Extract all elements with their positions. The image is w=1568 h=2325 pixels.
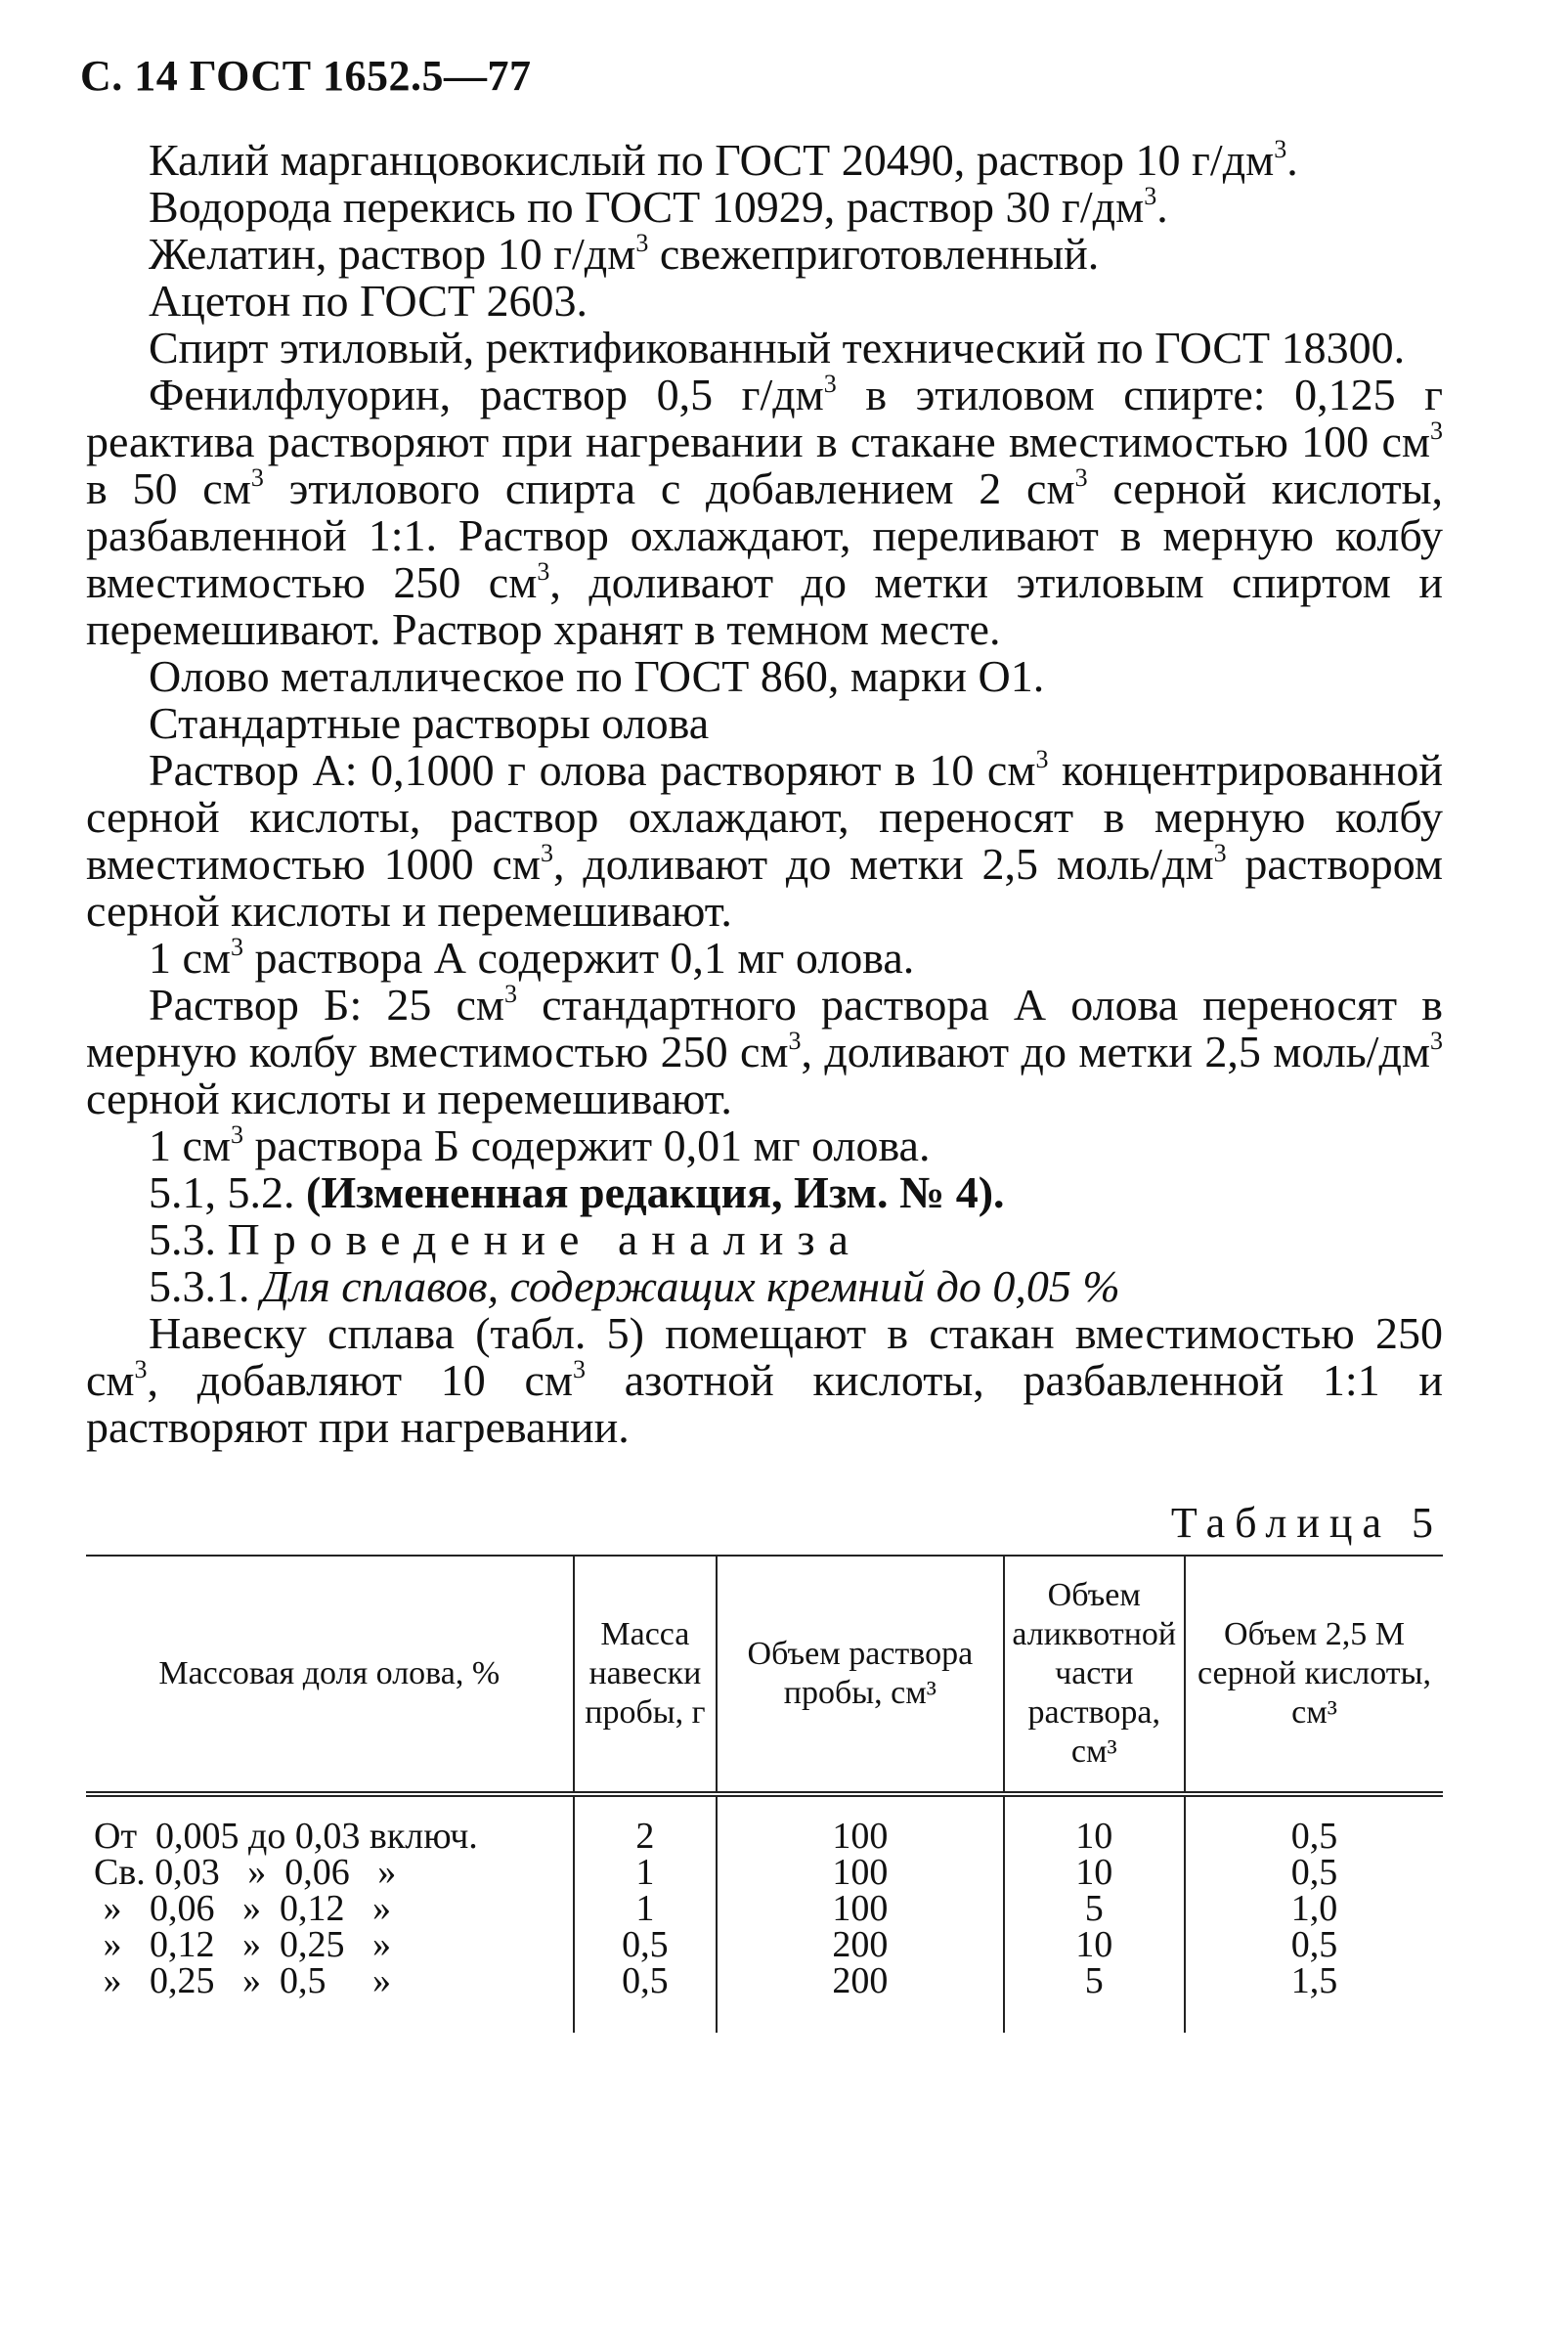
paragraph-solution-a-content: 1 $см^3$ раствора А содержит 0,1 мг олова. (149, 933, 915, 983)
paragraph-solution-a: Раствор А: 0,1000 г олова растворяют в 10 $см^3$ концентрированной серной кислоты, раствор охлаждают, переносят в мерную колбу вместимостью 1000 $см^3$, доливают до метки 2,5 моль/$дм^3$ раствором серной кислоты и перемешивают. (86, 745, 1444, 936)
cell-mass: 0,5 (574, 1963, 718, 2033)
table-row (86, 1891, 1443, 1927)
cell-mass: 1 (574, 1855, 718, 1891)
cell-mass: 2 (574, 1794, 718, 1855)
page-header: С. 14 ГОСТ 1652.5—77 (80, 52, 532, 100)
cell-aliquot: 10 (1004, 1794, 1186, 1855)
table-caption: Таблица 5 (1170, 1499, 1443, 1547)
cell-volume: 100 (717, 1891, 1003, 1927)
header-acid-volume: Объем 2,5 М серной кислоты, см³ (1185, 1556, 1443, 1794)
body-text (86, 137, 1443, 1451)
table-row (86, 1794, 1443, 1855)
paragraph-hydrogen-peroxide: Водорода перекись по ГОСТ 10929, раствор 30 $г/дм^3$. (149, 182, 1168, 232)
cell-aliquot: 10 (1004, 1855, 1186, 1891)
table-row (86, 1927, 1443, 1963)
cell-acid: 1,0 (1185, 1891, 1443, 1927)
cell-acid: 0,5 (1185, 1794, 1443, 1855)
cell-volume: 100 (717, 1855, 1003, 1891)
cell-volume: 100 (717, 1794, 1003, 1855)
cell-mass: 0,5 (574, 1927, 718, 1963)
cell-range: » 0,12 » 0,25 » (94, 1924, 391, 1965)
cell-acid: 1,5 (1185, 1963, 1443, 2033)
table-row (86, 1963, 1443, 2033)
paragraph-standard-solutions: Стандартные растворы олова (149, 698, 710, 748)
cell-aliquot: 10 (1004, 1927, 1186, 1963)
paragraph-amendment-note: 5.1, 5.2. (Измененная редакция, Изм. № 4). (149, 1167, 1005, 1217)
cell-range: » 0,25 » 0,5 » (94, 1960, 391, 2001)
table-5 (86, 1555, 1443, 2033)
paragraph-phenylfluorone: Фенилфлуорин, раствор 0,5 $г/дм^3$ в этиловом спирте: 0,125 г реактива растворяют при нагревании в стакане вместимостью 100 $см^3$ в 50 $см^3$ этилового спирта с добавлением 2 $см^3$ серной кислоты, разбавленной 1:1. Раствор охлаждают, переливают в мерную колбу вместимостью 250 $см^3$, доливают до метки этиловым спиртом и перемешивают. Раствор хранят в темном месте. (86, 370, 1444, 654)
cell-acid: 0,5 (1185, 1927, 1443, 1963)
cell-range: Св. 0,03 » 0,06 » (94, 1852, 397, 1893)
cell-volume: 200 (717, 1927, 1003, 1963)
paragraph-solution-b-content: 1 $см^3$ раствора Б содержит 0,01 мг олова. (149, 1120, 931, 1170)
paragraph-ethanol: Спирт этиловый, ректификованный технический по ГОСТ 18300. (149, 323, 1406, 373)
header-sample-volume: Объем раствора пробы, см³ (717, 1556, 1003, 1794)
paragraph-potassium-permanganate: Калий марганцовокислый по ГОСТ 20490, раствор 10 $г/дм^3$. (149, 135, 1298, 185)
cell-range: От 0,005 до 0,03 включ. (94, 1816, 478, 1857)
subsection-heading-silicon: 5.3.1. Для сплавов, содержащих кремний до 0,05 % (149, 1261, 1120, 1311)
header-tin-mass-fraction: Массовая доля олова, % (158, 1655, 501, 1691)
header-aliquot-volume: Объем аликвотной части раствора, см³ (1004, 1556, 1186, 1794)
paragraph-sample-procedure: Навеску сплава (табл. 5) помещают в стакан вместимостью 250 $см^3$, добавляют 10 $см^3$ азотной кислоты, разбавленной 1:1 и растворяют при нагревании. (86, 1308, 1444, 1452)
paragraph-solution-b: Раствор Б: 25 $см^3$ стандартного раствора А олова переносят в мерную колбу вместимостью 250 $см^3$, доливают до метки 2,5 моль/$дм^3$ серной кислоты и перемешивают. (86, 980, 1443, 1123)
section-heading-analysis: 5.3. Проведение анализа (149, 1214, 862, 1264)
paragraph-acetone: Ацетон по ГОСТ 2603. (149, 276, 588, 326)
table-header-row (86, 1556, 1443, 1794)
cell-volume: 200 (717, 1963, 1003, 2033)
paragraph-tin-metal: Олово металлическое по ГОСТ 860, марки О1. (149, 651, 1045, 701)
paragraph-gelatin: Желатин, раствор 10 $г/дм^3$ свежеприготовленный. (149, 229, 1100, 279)
cell-aliquot: 5 (1004, 1891, 1186, 1927)
cell-aliquot: 5 (1004, 1963, 1186, 2033)
header-sample-mass: Масса навески пробы, г (574, 1556, 718, 1794)
cell-acid: 0,5 (1185, 1855, 1443, 1891)
cell-range: » 0,06 » 0,12 » (94, 1888, 391, 1929)
cell-mass: 1 (574, 1891, 718, 1927)
table-row (86, 1855, 1443, 1891)
